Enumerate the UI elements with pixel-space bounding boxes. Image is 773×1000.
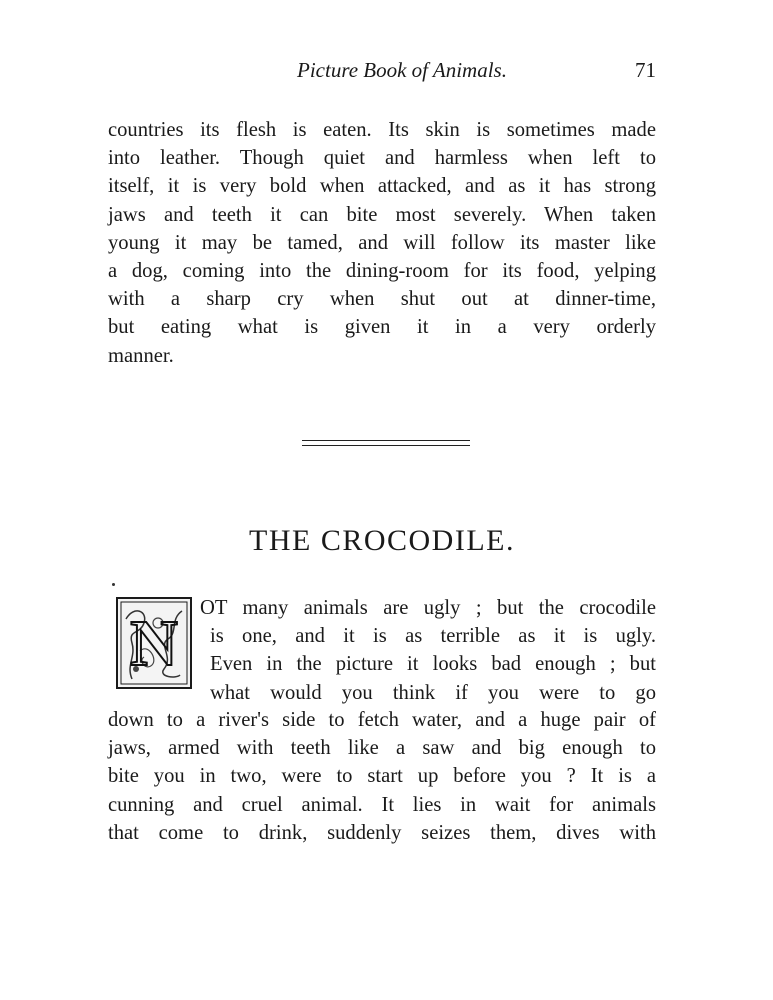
text-line: what would you think if you were to go [210, 681, 656, 704]
paragraph-body [108, 706, 656, 847]
text-line: jaws and teeth it can bite most severely. When taken [108, 203, 656, 226]
text-line: into leather. Though quiet and harmless when left to [108, 147, 656, 170]
page-header [108, 58, 656, 90]
text-line: cunning and cruel animal. It lies in wait for animals [108, 793, 656, 816]
text-line: is one, and it is as terrible as it is ugly. [210, 625, 656, 648]
page-number: 71 [635, 58, 656, 82]
section-title: THE CROCODILE. [249, 524, 515, 557]
text-line: itself, it is very bold when attacked, and as it has strong [108, 175, 656, 198]
text-line: manner. [108, 344, 174, 367]
section-divider [302, 440, 470, 446]
text-line: but eating what is given it in a very orderly [108, 316, 656, 339]
text-line: Even in the picture it looks bad enough ; but [210, 653, 656, 676]
drop-cap-illustration [118, 599, 190, 687]
text-line: that come to drink, suddenly seizes them, dives with [108, 821, 656, 844]
drop-cap-letter: N [130, 607, 178, 680]
text-line: young it may be tamed, and will follow its master like [108, 231, 656, 254]
drop-cap-ornament [116, 597, 192, 689]
running-title: Picture Book of Animals. [297, 58, 507, 82]
ink-speck [112, 583, 115, 586]
text-line: a dog, coming into the dining-room for its food, yelping [108, 260, 656, 283]
text-line: OT many animals are ugly ; but the crocodile [200, 597, 656, 619]
text-line: countries its flesh is eaten. Its skin is sometimes made [108, 119, 656, 141]
text-line: with a sharp cry when shut out at dinner-time, [108, 288, 656, 311]
text-line: down to a river's side to fetch water, and a huge pair of [108, 709, 656, 731]
drop-cap-paragraph [200, 594, 656, 707]
paragraph-continued [108, 116, 656, 370]
text-line: jaws, armed with teeth like a saw and big enough to [108, 737, 656, 760]
text-line: bite you in two, were to start up before you ? It is a [108, 765, 656, 788]
